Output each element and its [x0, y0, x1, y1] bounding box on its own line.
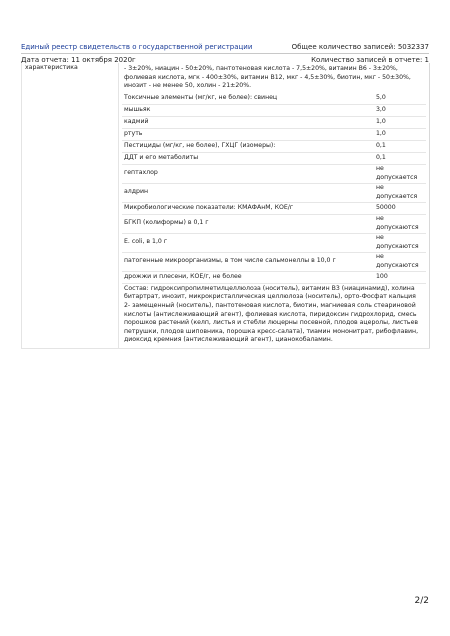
row-label: характеристика: [22, 63, 119, 348]
indicator-row: [122, 183, 426, 202]
indicator-name: ДДТ и его метаболиты: [122, 152, 374, 164]
indicator-value: не допускается: [374, 164, 426, 183]
indicator-name: E. coli, в 1,0 г: [122, 233, 374, 252]
total-records: Общее количество записей: 5032337: [291, 43, 429, 51]
composition-text: Состав: гидроксипропилметилцеллюлоза (носитель), витамин В3 (ниацинамид), холина битартрат, инозит, микрокристаллическая целлюлоза (носитель), орто-Фосфат кальция 2- замещенный (носитель), пантотеновая кислота, биотин, магниевая соль стеариновой кислоты (антислеживающий агент), фолиевая кислота, пиридоксин гидрохлорид, смесь порошков растений (келп, листья и стебли люцерны посевной, плодов ацеролы, листьев петрушки, плодов шиповника, порошка кресс-салата), тиамин мононитрат, рибофлавин, диоксид кремния (антислеживающий агент), цианокобаламин.: [124, 284, 419, 344]
indicator-value: не допускаются: [374, 233, 426, 252]
indicator-row: [122, 152, 426, 164]
indicator-name: Токсичные элементы (мг/кг, не более): свинец: [122, 93, 374, 105]
indicator-value: не допускается: [374, 183, 426, 202]
indicator-value: 1,0: [374, 128, 426, 140]
registry-link[interactable]: Единый реестр свидетельств о государственной регистрации: [21, 43, 253, 51]
indicator-row: [122, 116, 426, 128]
indicator-name: ртуть: [122, 128, 374, 140]
indicator-row: [122, 128, 426, 140]
indicator-name: патогенные микроорганизмы, в том числе сальмонеллы в 10,0 г: [122, 252, 374, 271]
indicator-value: не допускаются: [374, 214, 426, 233]
indicator-name: БГКП (колиформы) в 0,1 г: [122, 214, 374, 233]
indicator-name: мышьяк: [122, 104, 374, 116]
indicator-name: Микробиологические показатели: КМАФАнМ, КОЕ/г: [122, 202, 374, 214]
indicator-row: [122, 202, 426, 214]
indicator-row: [122, 271, 426, 283]
indicator-row: [122, 93, 426, 105]
indicator-name: кадмий: [122, 116, 374, 128]
records-in-report: Количество записей в отчете: 1: [311, 56, 429, 64]
indicator-value: 0,1: [374, 152, 426, 164]
vitamins-text: - 3±20%, ниацин - 50±20%, пантотеновая кислота - 7,5±20%, витамин В6 - 3±20%, фолиевая кислота, мгк - 400±30%, витамин В12, мкг - 4,5±30%, биотин, мкг - 50±30%, инозит - не менее 50, холин - 21±20%.: [124, 65, 411, 90]
indicator-value: не допускаются: [374, 252, 426, 271]
indicator-value: 0,1: [374, 140, 426, 152]
row-content: [119, 63, 430, 348]
indicator-name: Пестициды (мг/кг, не более), ГХЦГ (изомеры):: [122, 140, 374, 152]
indicator-name: алдрин: [122, 183, 374, 202]
indicator-table: [122, 93, 426, 284]
indicator-value: 3,0: [374, 104, 426, 116]
indicator-value: 1,0: [374, 116, 426, 128]
indicator-row: [122, 233, 426, 252]
indicator-value: 5,0: [374, 93, 426, 105]
indicator-row: [122, 164, 426, 183]
certificate-table: [21, 63, 430, 349]
indicator-value: 50000: [374, 202, 426, 214]
page-number: 2/2: [414, 596, 429, 606]
report-date: Дата отчета: 11 октября 2020г: [21, 56, 136, 64]
indicator-name: дрожжи и плесени, КОЕ/г, не более: [122, 271, 374, 283]
header-divider: [21, 53, 429, 54]
indicator-row: [122, 104, 426, 116]
indicator-row: [122, 214, 426, 233]
indicator-name: гептахлор: [122, 164, 374, 183]
indicator-row: [122, 252, 426, 271]
indicator-value: 100: [374, 271, 426, 283]
indicator-row: [122, 140, 426, 152]
